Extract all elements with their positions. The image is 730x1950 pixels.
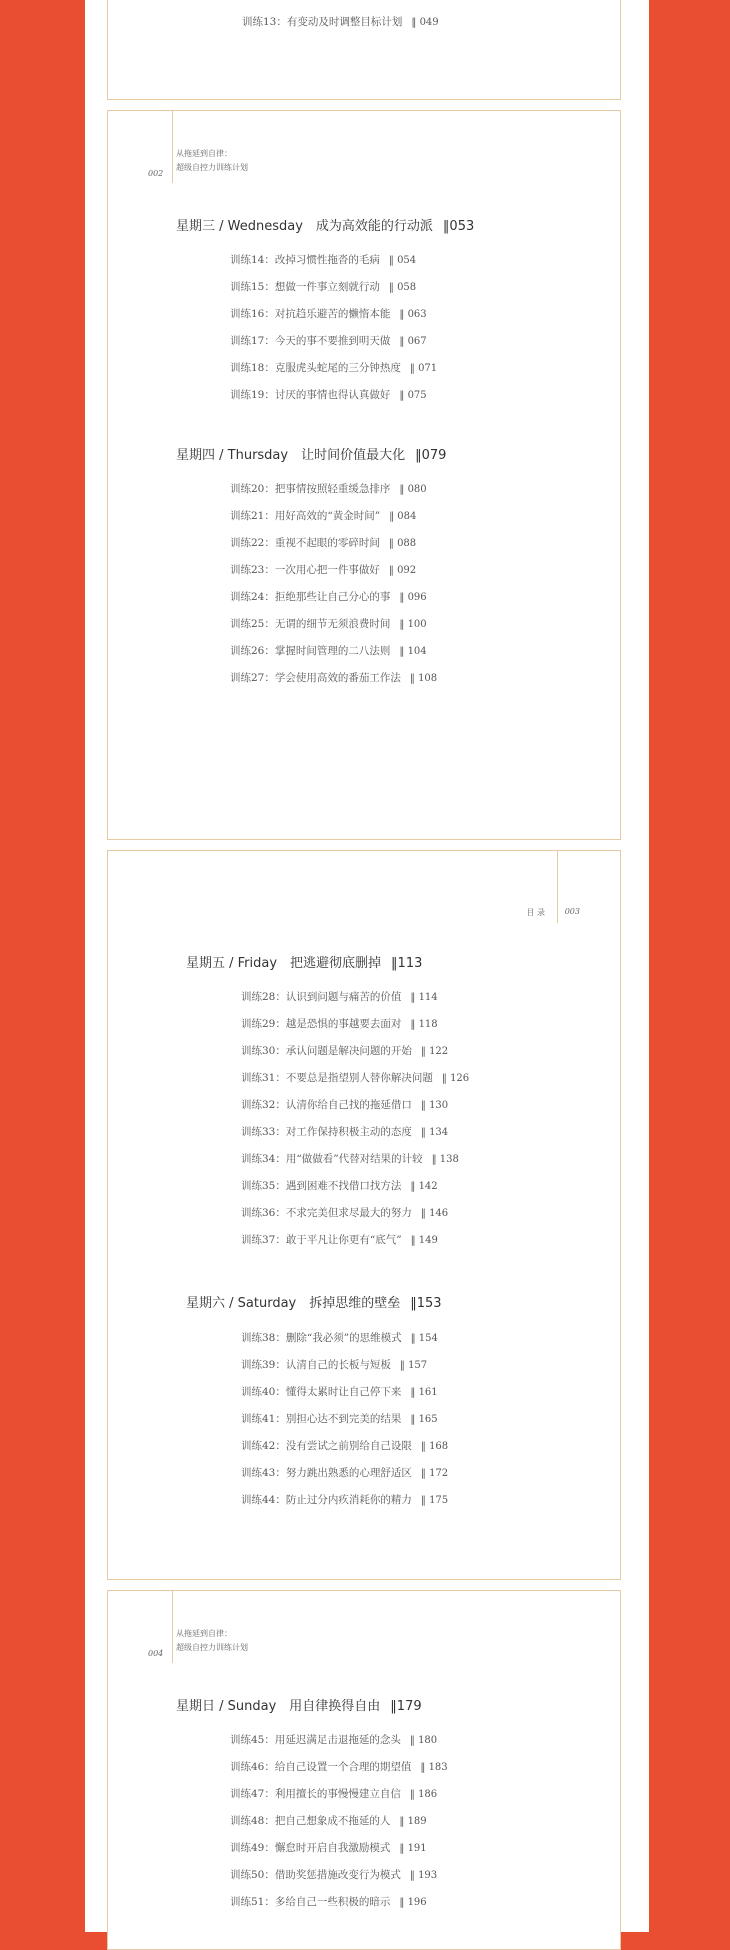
toc-item xyxy=(230,509,437,536)
toc-item xyxy=(241,1358,448,1385)
toc-item-label: 训练15：想做一件事立刻就行动 xyxy=(230,281,380,293)
toc-item xyxy=(241,1098,469,1125)
running-head-line1: 从拖延到自律： xyxy=(176,149,232,158)
toc-item xyxy=(230,563,437,590)
toc-item xyxy=(230,1841,448,1868)
toc-item xyxy=(230,482,437,509)
section-heading xyxy=(176,215,474,234)
toc-item-list xyxy=(241,1331,448,1520)
toc-item xyxy=(242,15,439,42)
toc-item-page: ‖ 096 xyxy=(399,592,427,603)
toc-item-page: ‖ 063 xyxy=(399,309,427,320)
toc-item-page: ‖ 138 xyxy=(431,1154,459,1165)
toc-item xyxy=(230,361,437,388)
toc-item xyxy=(241,1071,469,1098)
toc-item xyxy=(241,1125,469,1152)
toc-item xyxy=(230,644,437,671)
toc-item xyxy=(241,1493,448,1520)
toc-item-page: ‖ 088 xyxy=(388,538,417,549)
toc-item-label: 训练46：给自己设置一个合理的期望值 xyxy=(230,1761,412,1773)
toc-item-page: ‖ 075 xyxy=(399,390,427,401)
section-page: ‖053 xyxy=(442,219,475,234)
toc-item xyxy=(241,1179,469,1206)
toc-page-002 xyxy=(107,110,621,840)
folio: 003 xyxy=(564,907,580,916)
section-page: ‖153 xyxy=(410,1296,442,1311)
toc-item-label: 训练17：今天的事不要推到明天做 xyxy=(230,335,391,347)
toc-item-page: ‖ 122 xyxy=(420,1046,449,1057)
toc-item-label: 训练24：拒绝那些让自己分心的事 xyxy=(230,591,391,603)
header-divider xyxy=(172,111,173,183)
toc-item xyxy=(241,1331,448,1358)
toc-item xyxy=(230,1895,448,1922)
toc-item-label: 训练43：努力跳出熟悉的心理舒适区 xyxy=(241,1467,412,1479)
section-title: 星期五 / Friday 把逃避彻底删掉 xyxy=(186,956,382,971)
section-title: 星期四 / Thursday 让时间价值最大化 xyxy=(176,448,406,463)
toc-item xyxy=(230,1787,448,1814)
toc-item xyxy=(230,536,437,563)
running-head xyxy=(176,1627,248,1655)
toc-item xyxy=(230,1760,448,1787)
toc-page-004 xyxy=(107,1590,621,1950)
toc-item xyxy=(241,1206,469,1233)
toc-item-page: ‖ 196 xyxy=(399,1897,427,1908)
toc-item-page: ‖ 130 xyxy=(420,1100,449,1111)
running-head-line2: 超级自控力训练计划 xyxy=(176,163,248,172)
toc-item-label: 训练50：借助奖惩措施改变行为模式 xyxy=(230,1869,401,1881)
toc-item-page: ‖ 126 xyxy=(441,1073,470,1084)
section-page: ‖179 xyxy=(390,1699,422,1714)
toc-item-page: ‖ 157 xyxy=(399,1360,428,1371)
toc-item-page: ‖ 154 xyxy=(410,1333,438,1344)
header-divider xyxy=(557,851,558,923)
toc-item xyxy=(241,990,469,1017)
folio: 002 xyxy=(148,169,164,178)
toc-item xyxy=(241,1466,448,1493)
toc-item-page: ‖ 149 xyxy=(410,1235,438,1246)
running-head: 目 录 xyxy=(526,908,545,917)
toc-item-list xyxy=(241,990,469,1260)
toc-item-label: 训练37：敢于平凡让你更有“底气” xyxy=(241,1234,402,1246)
toc-item xyxy=(230,617,437,644)
toc-item-page: ‖ 092 xyxy=(388,565,417,576)
toc-item xyxy=(230,280,437,307)
toc-item-label: 训练20：把事情按照轻重缓急排序 xyxy=(230,483,391,495)
toc-item-label: 训练41：别担心达不到完美的结果 xyxy=(241,1413,402,1425)
toc-item-page: ‖ 118 xyxy=(410,1019,438,1030)
toc-item-page: ‖ 084 xyxy=(389,511,417,522)
toc-item-list xyxy=(230,253,437,415)
toc-item-page: ‖ 189 xyxy=(399,1816,427,1827)
toc-item-page: ‖ 134 xyxy=(420,1127,449,1138)
toc-item-label: 训练42：没有尝试之前别给自己设限 xyxy=(241,1440,412,1452)
toc-item-label: 训练38：删除“我必须”的思维模式 xyxy=(241,1332,402,1344)
running-head xyxy=(176,147,248,175)
toc-item-label: 训练39：认清自己的长板与短板 xyxy=(241,1359,391,1371)
toc-item-label: 训练19：讨厌的事情也得认真做好 xyxy=(230,389,391,401)
section-title: 星期日 / Sunday 用自律换得自由 xyxy=(176,1699,381,1714)
toc-item-label: 训练34：用“做做看”代替对结果的计较 xyxy=(241,1153,423,1165)
toc-item-label: 训练28：认识到问题与痛苦的价值 xyxy=(241,991,402,1003)
toc-item xyxy=(230,1814,448,1841)
toc-item-label: 训练47：利用擅长的事慢慢建立自信 xyxy=(230,1788,401,1800)
toc-item-label: 训练22：重视不起眼的零碎时间 xyxy=(230,537,380,549)
folio: 004 xyxy=(148,1649,164,1658)
toc-item-page: ‖ 071 xyxy=(409,363,438,374)
toc-item xyxy=(241,1385,448,1412)
toc-item-list xyxy=(230,482,437,698)
toc-item xyxy=(230,253,437,280)
toc-item-label: 训练32：认清你给自己找的拖延借口 xyxy=(241,1099,412,1111)
toc-item-label: 训练51：多给自己一些积极的暗示 xyxy=(230,1896,391,1908)
toc-item-label: 训练49：懈怠时开启自我激励模式 xyxy=(230,1842,391,1854)
toc-item-label: 训练44：防止过分内疚消耗你的精力 xyxy=(241,1494,412,1506)
section-title: 星期六 / Saturday 拆掉思维的壁垒 xyxy=(186,1296,401,1311)
toc-item-page: ‖ 114 xyxy=(410,992,438,1003)
toc-item xyxy=(230,334,437,361)
header-divider xyxy=(172,1591,173,1663)
toc-item xyxy=(241,1017,469,1044)
toc-item-label: 训练30：承认问题是解决问题的开始 xyxy=(241,1045,412,1057)
toc-item-label: 训练18：克服虎头蛇尾的三分钟热度 xyxy=(230,362,401,374)
toc-page-top xyxy=(107,0,621,100)
toc-item-page: ‖ 067 xyxy=(399,336,427,347)
toc-item xyxy=(230,1733,448,1760)
toc-item-label: 训练14：改掉习惯性拖沓的毛病 xyxy=(230,254,380,266)
section-page: ‖113 xyxy=(391,956,423,971)
toc-item-label: 训练35：遇到困难不找借口找方法 xyxy=(241,1180,402,1192)
toc-item-label: 训练21：用好高效的“黄金时间” xyxy=(230,510,381,522)
toc-item-page: ‖ 054 xyxy=(388,255,417,266)
running-head-line1: 从拖延到自律： xyxy=(176,1629,232,1638)
toc-page-003 xyxy=(107,850,621,1580)
toc-item-page: ‖ 180 xyxy=(409,1735,438,1746)
toc-item-page: ‖ 142 xyxy=(410,1181,438,1192)
toc-item-label: 训练29：越是恐惧的事越要去面对 xyxy=(241,1018,402,1030)
toc-item-label: 训练23：一次用心把一件事做好 xyxy=(230,564,380,576)
toc-item-label: 训练36：不求完美但求尽最大的努力 xyxy=(241,1207,412,1219)
toc-item-label: 训练27：学会使用高效的番茄工作法 xyxy=(230,672,401,684)
section-title: 星期三 / Wednesday 成为高效能的行动派 xyxy=(176,219,433,234)
toc-item-page: ‖ 175 xyxy=(420,1495,449,1506)
toc-item-page: ‖ 100 xyxy=(399,619,427,630)
toc-item-page: ‖ 168 xyxy=(420,1441,449,1452)
toc-item-label: 训练33：对工作保持积极主动的态度 xyxy=(241,1126,412,1138)
toc-item xyxy=(230,671,437,698)
toc-item-page: ‖ 165 xyxy=(410,1414,438,1425)
toc-item xyxy=(230,1868,448,1895)
running-head-line2: 超级自控力训练计划 xyxy=(176,1643,248,1652)
toc-item-page: ‖ 183 xyxy=(420,1762,448,1773)
section-heading xyxy=(176,1695,422,1714)
toc-item-label: 训练48：把自己想象成不拖延的人 xyxy=(230,1815,391,1827)
toc-item xyxy=(230,307,437,334)
toc-item-page: ‖ 058 xyxy=(388,282,417,293)
toc-item-page: ‖ 049 xyxy=(411,17,439,28)
toc-item-label: 训练25：无谓的细节无须浪费时间 xyxy=(230,618,391,630)
toc-item xyxy=(241,1152,469,1179)
toc-item-list xyxy=(242,15,439,42)
toc-item xyxy=(230,388,437,415)
toc-item-label: 训练16：对抗趋乐避苦的懒惰本能 xyxy=(230,308,391,320)
toc-item-page: ‖ 186 xyxy=(409,1789,438,1800)
toc-item xyxy=(241,1412,448,1439)
toc-item-page: ‖ 172 xyxy=(420,1468,449,1479)
toc-item-label: 训练13：有变动及时调整目标计划 xyxy=(242,16,403,28)
toc-item-label: 训练45：用延迟满足击退拖延的念头 xyxy=(230,1734,401,1746)
section-page: ‖079 xyxy=(415,448,447,463)
toc-item xyxy=(241,1044,469,1071)
toc-item-label: 训练26：掌握时间管理的二八法则 xyxy=(230,645,391,657)
toc-item-page: ‖ 161 xyxy=(410,1387,438,1398)
toc-item xyxy=(230,590,437,617)
toc-item-page: ‖ 191 xyxy=(399,1843,427,1854)
toc-item-label: 训练40：懂得太累时让自己停下来 xyxy=(241,1386,402,1398)
section-heading xyxy=(186,1292,442,1311)
toc-item-list xyxy=(230,1733,448,1922)
toc-item-page: ‖ 104 xyxy=(399,646,427,657)
section-heading xyxy=(186,952,422,971)
toc-item-page: ‖ 146 xyxy=(420,1208,449,1219)
toc-item xyxy=(241,1439,448,1466)
toc-item-page: ‖ 080 xyxy=(399,484,427,495)
toc-item-page: ‖ 108 xyxy=(409,673,438,684)
toc-item-page: ‖ 193 xyxy=(409,1870,438,1881)
section-heading xyxy=(176,444,446,463)
toc-item xyxy=(241,1233,469,1260)
toc-item-label: 训练31：不要总是指望别人替你解决问题 xyxy=(241,1072,433,1084)
